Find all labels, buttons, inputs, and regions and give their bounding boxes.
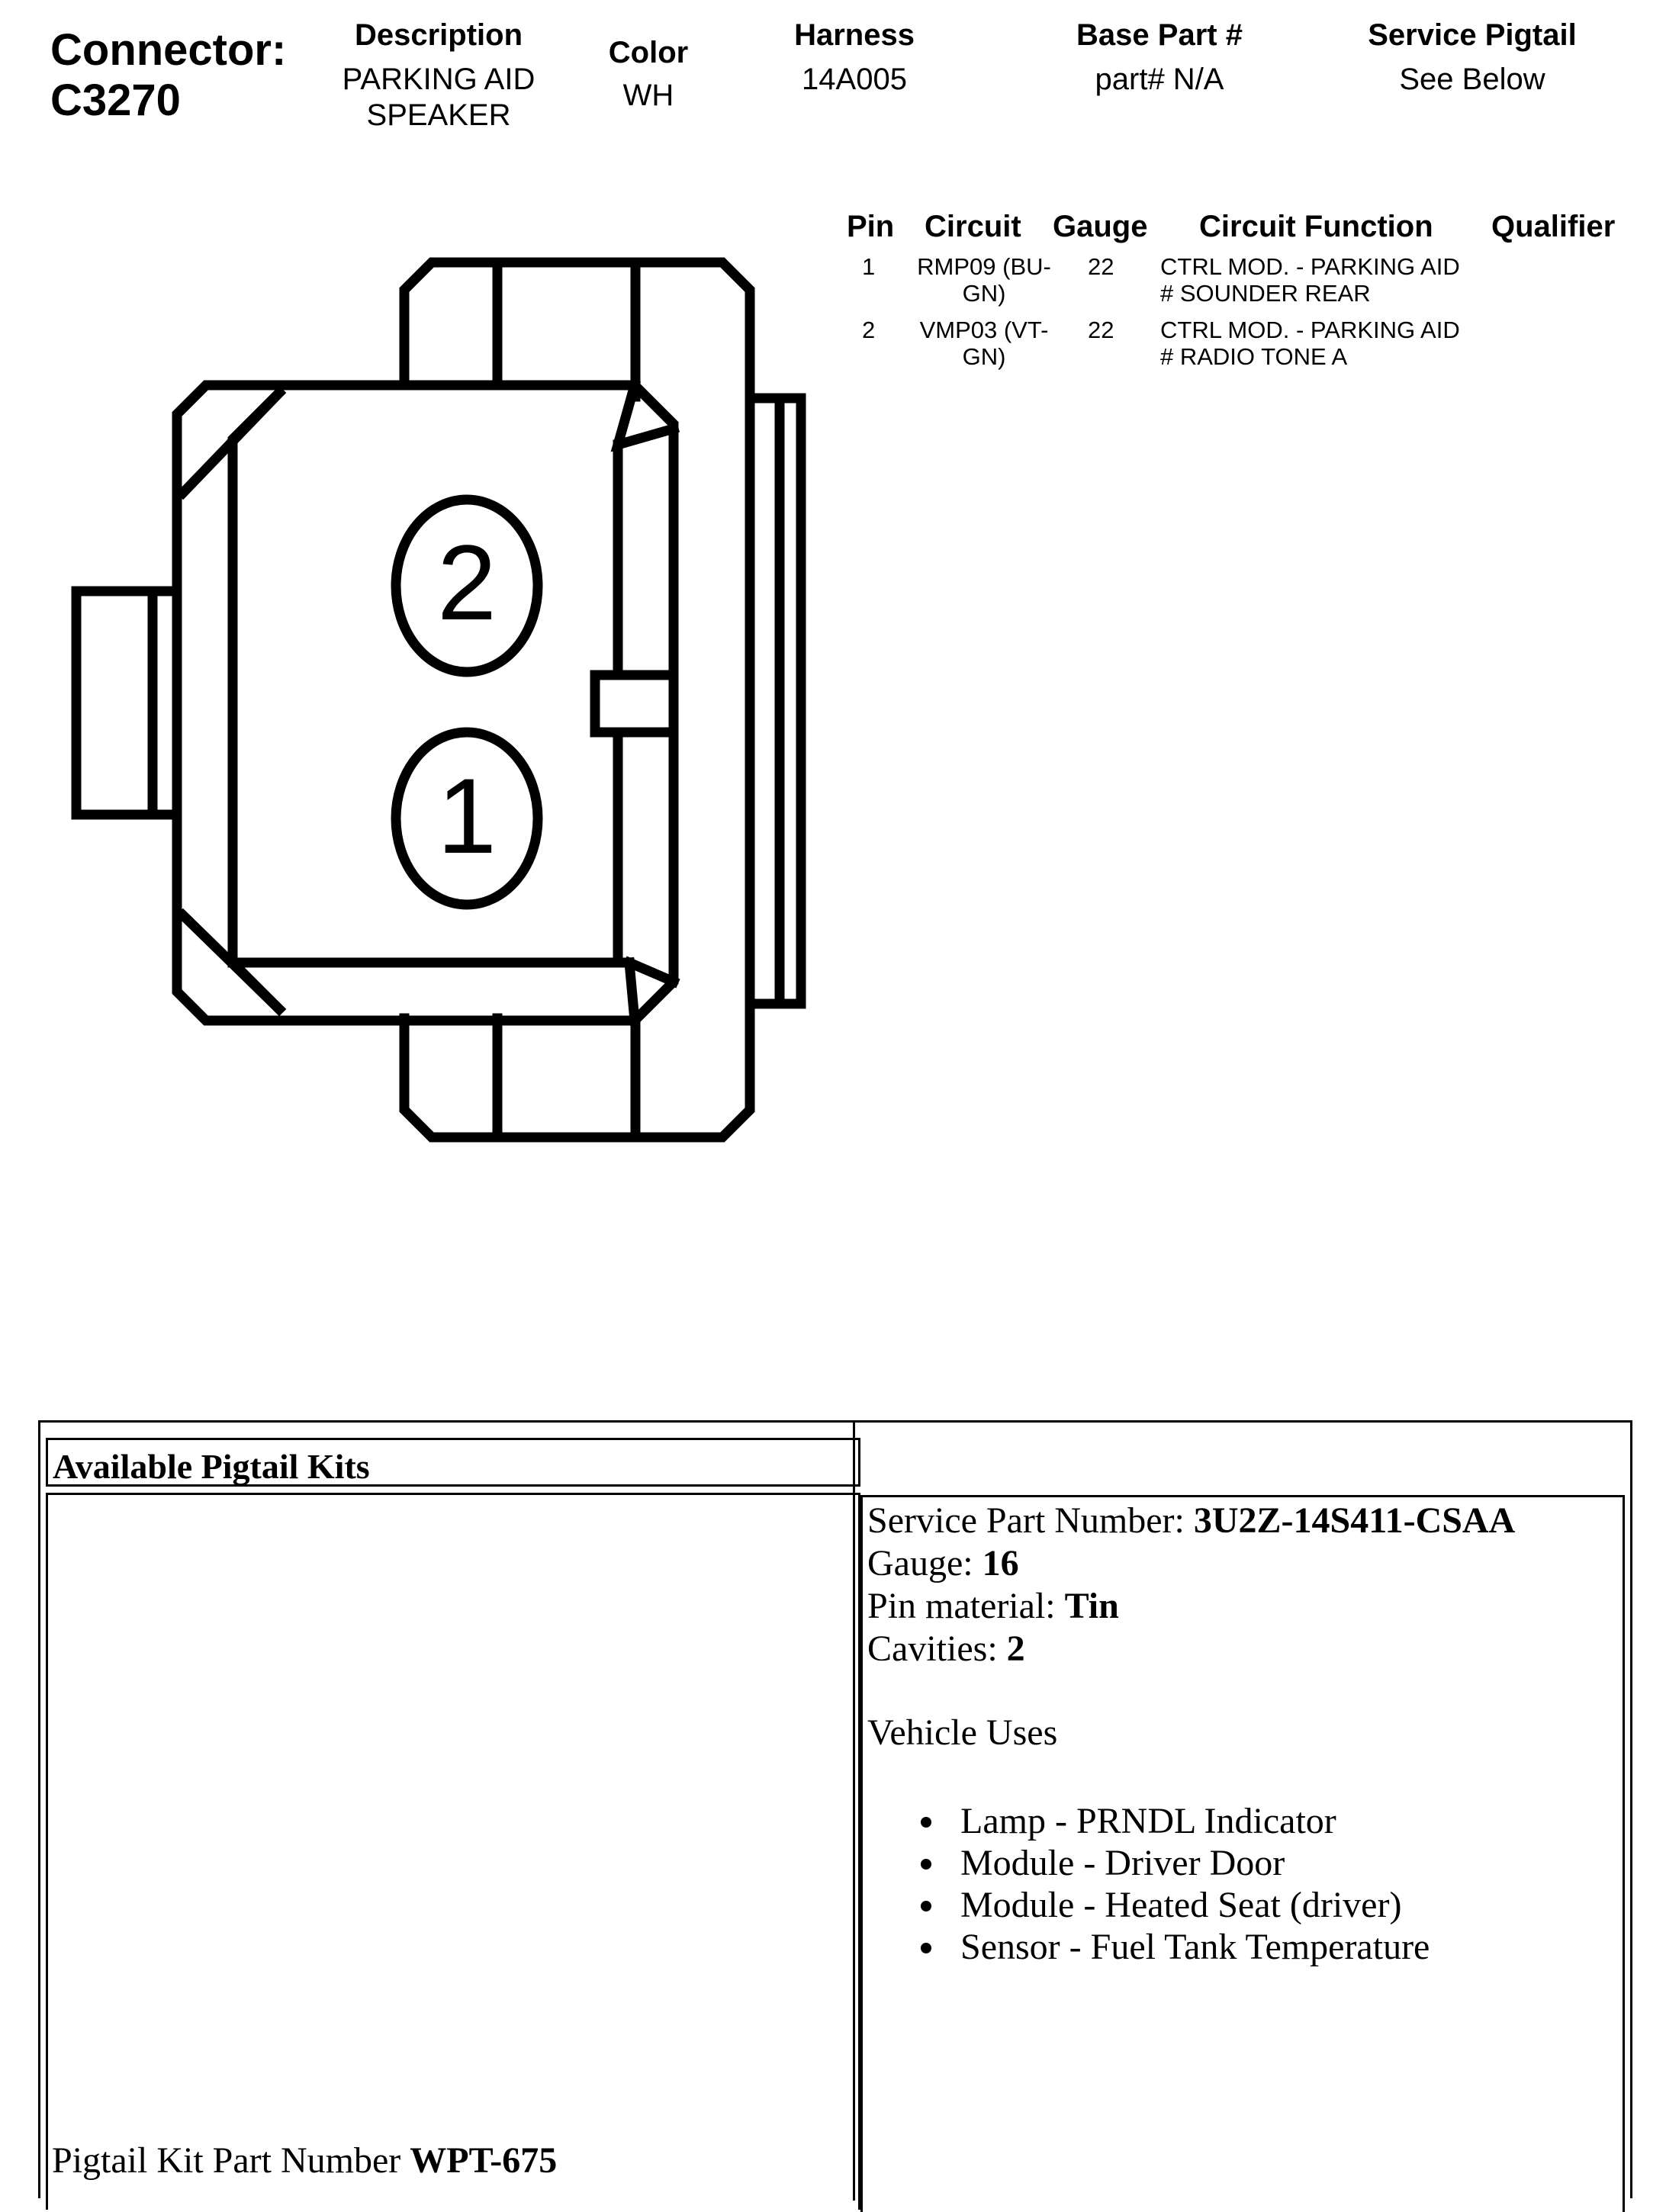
harness-value: 14A005 [802, 63, 907, 96]
description-label: Description [354, 18, 523, 52]
connector-diagram [0, 0, 839, 1190]
circuit-line-2: GN) [962, 343, 1006, 370]
service-pigtail-column [1335, 18, 1610, 98]
gauge-line [867, 1542, 1515, 1585]
list-item [960, 1926, 1515, 1968]
column-divider [853, 1423, 855, 2201]
vehicle-uses-list [960, 1800, 1515, 1968]
pin-material-line [867, 1585, 1515, 1628]
service-pigtail-value: See Below [1399, 63, 1545, 96]
service-part-box [860, 1495, 1625, 2212]
pin-1-label: 1 [437, 756, 497, 876]
list-item [960, 1884, 1515, 1926]
description-line-2: SPEAKER [366, 98, 511, 132]
kit-part-label: Pigtail Kit Part Number [52, 2140, 410, 2181]
service-part-value: 3U2Z-14S411-CSAA [1193, 1500, 1516, 1541]
vehicle-use-text: Lamp - PRNDL Indicator [960, 1801, 1336, 1841]
cavities-line [867, 1628, 1515, 1670]
bullet-icon [921, 1943, 931, 1953]
pin-table [839, 210, 1655, 378]
gauge-label: Gauge: [867, 1543, 983, 1583]
table-row [839, 317, 1655, 375]
bullet-icon [921, 1901, 931, 1911]
function-line-1: CTRL MOD. - PARKING AID [1160, 317, 1460, 343]
circuit-line-1: VMP03 (VT- [919, 317, 1049, 343]
pigtail-kits-panel [38, 1420, 1632, 2198]
pin-number: 1 [862, 253, 876, 280]
pin-column-header: Pin [847, 210, 895, 243]
gauge-cell: 22 [1088, 317, 1114, 343]
base-part-column [1037, 18, 1282, 98]
connector-id: C3270 [50, 76, 181, 125]
service-part-line [867, 1500, 1515, 1542]
list-item [960, 1842, 1515, 1884]
function-column-header: Circuit Function [1199, 210, 1433, 243]
color-label: Color [608, 36, 689, 69]
circuit-line-1: RMP09 (BU- [917, 253, 1051, 280]
kit-part-value: WPT-675 [410, 2140, 558, 2181]
service-part-label: Service Part Number: [867, 1500, 1194, 1541]
pin-material-label: Pin material: [867, 1586, 1065, 1626]
pin-number: 2 [862, 317, 876, 343]
function-line-2: # SOUNDER REAR [1160, 280, 1371, 307]
gauge-column-header: Gauge [1053, 210, 1148, 243]
pigtail-title: Available Pigtail Kits [53, 1447, 370, 1486]
bullet-icon [921, 1859, 931, 1870]
cavities-label: Cavities: [867, 1628, 1007, 1669]
gauge-value: 16 [982, 1543, 1019, 1583]
table-row [839, 253, 1655, 311]
harness-label: Harness [794, 18, 915, 52]
vehicle-use-text: Sensor - Fuel Tank Temperature [960, 1927, 1430, 1967]
base-part-value: part# N/A [1095, 63, 1224, 96]
vehicle-use-text: Module - Heated Seat (driver) [960, 1885, 1402, 1925]
function-cell [1160, 253, 1460, 307]
service-part-details [867, 1500, 1515, 1968]
description-line-1: PARKING AID [342, 63, 536, 96]
left-tab [76, 591, 177, 815]
function-cell [1160, 317, 1460, 370]
circuit-cell [900, 317, 1068, 370]
bottom-latch [404, 1014, 750, 1137]
color-value: WH [622, 79, 674, 112]
top-latch [404, 262, 750, 397]
function-line-1: CTRL MOD. - PARKING AID [1160, 253, 1460, 280]
vehicle-use-text: Module - Driver Door [960, 1843, 1285, 1883]
circuit-column-header: Circuit [925, 210, 1021, 243]
cavities-value: 2 [1006, 1628, 1025, 1669]
key-tab [595, 675, 674, 732]
vehicle-uses-label: Vehicle Uses [867, 1712, 1058, 1753]
pigtail-title-box [46, 1438, 860, 1487]
service-pigtail-label: Service Pigtail [1368, 18, 1577, 52]
pigtail-kit-box [46, 1493, 860, 2210]
gauge-cell: 22 [1088, 253, 1114, 280]
kit-part-number [52, 2140, 557, 2181]
bullet-icon [921, 1817, 931, 1828]
base-part-label: Base Part # [1076, 18, 1243, 52]
qualifier-column-header: Qualifier [1491, 210, 1616, 243]
circuit-cell [900, 253, 1068, 307]
pin-2-label: 2 [437, 522, 497, 642]
connector-label: Connector: [50, 25, 287, 75]
pin-material-value: Tin [1064, 1586, 1119, 1626]
list-item [960, 1800, 1515, 1842]
function-line-2: # RADIO TONE A [1160, 343, 1348, 370]
circuit-line-2: GN) [962, 280, 1006, 307]
